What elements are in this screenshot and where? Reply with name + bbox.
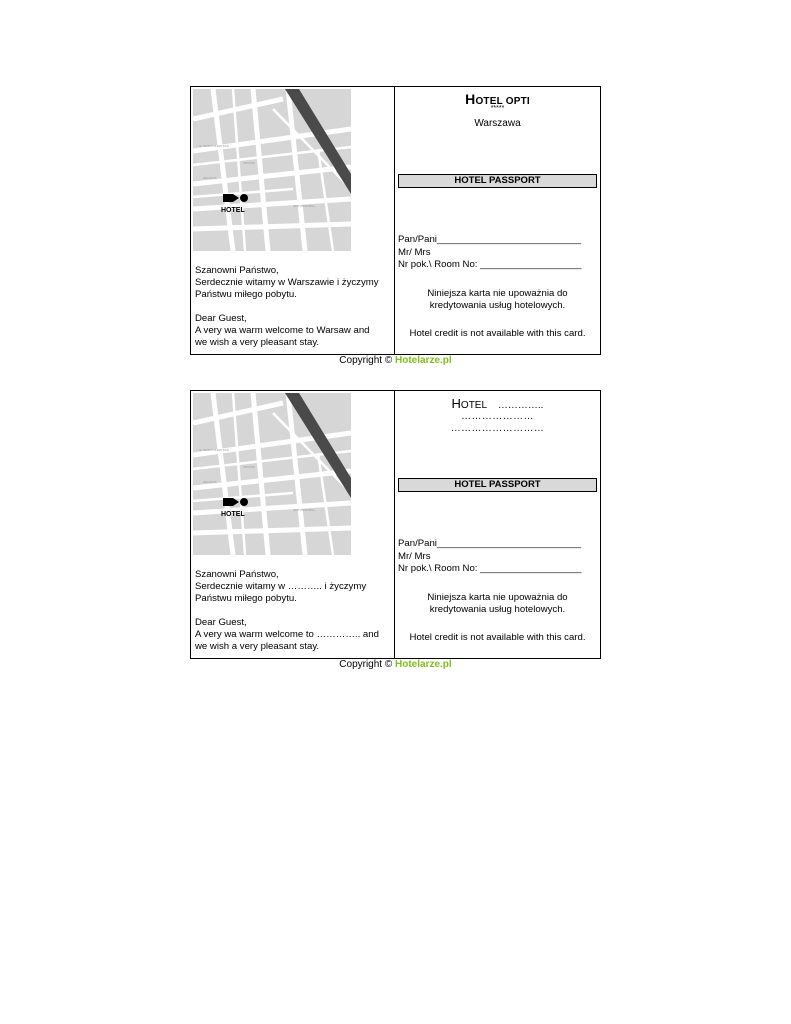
passport-label-bar: HOTEL PASSPORT <box>398 174 597 188</box>
svg-text:HOTEL: HOTEL <box>221 207 245 214</box>
svg-text:PROSTA: PROSTA <box>243 465 256 469</box>
greeting-pl-salutation: Szanowni Państwo, <box>195 265 279 276</box>
room-number-field: Nr pok.\ Room No: ___________________ <box>398 259 582 270</box>
street-map <box>193 89 351 251</box>
svg-text:ul. ŚWIĘTOKRZYSKA: ul. ŚWIĘTOKRZYSKA <box>199 448 229 452</box>
guest-name-field: Pan/Pani___________________________ <box>398 234 581 245</box>
svg-text:HOTEL: HOTEL <box>221 511 245 518</box>
svg-text:GRZYBOWSKA: GRZYBOWSKA <box>293 508 315 512</box>
card-left-panel <box>191 87 395 354</box>
greeting-en-line: A very wa warm welcome to ………….. and <box>195 629 379 640</box>
street-map <box>193 393 351 555</box>
greeting-en-line: we wish a very pleasant stay. <box>195 337 320 348</box>
guest-title-field: Mr/ Mrs <box>398 246 431 258</box>
hotel-placeholder-line: ………………… <box>461 411 534 422</box>
greeting-pl-line: Państwu miłego pobytu. <box>195 593 297 604</box>
hotel-passport-card-2 <box>190 390 601 659</box>
greeting-pl-line: Serdecznie witamy w Warszawie i życzymy <box>195 277 379 288</box>
greeting-en-line: A very wa warm welcome to Warsaw and <box>195 325 370 336</box>
street-map-graphic <box>193 393 351 555</box>
room-number-field: Nr pok.\ Room No: ___________________ <box>398 563 582 574</box>
svg-text:PROSTA: PROSTA <box>243 161 256 165</box>
card-right-panel <box>395 87 600 354</box>
guest-name-field: Pan/Pani___________________________ <box>398 538 581 549</box>
hotel-city: Warszawa <box>474 118 521 129</box>
hotel-stars: ***** <box>490 105 505 112</box>
hotel-name: HOTEL ………….. <box>451 396 544 411</box>
brand-link[interactable]: Hotelarze.pl <box>395 355 452 366</box>
guest-fields <box>398 538 581 576</box>
guest-title-field: Mr/ Mrs <box>398 550 431 562</box>
greeting-en-salutation: Dear Guest, <box>195 313 247 324</box>
hotel-passport-card-1 <box>190 86 601 355</box>
greeting-text <box>195 265 391 349</box>
greeting-pl-line: Państwu miłego pobytu. <box>195 289 297 300</box>
greeting-pl-salutation: Szanowni Państwo, <box>195 569 279 580</box>
card-left-panel <box>191 391 395 658</box>
greeting-en-salutation: Dear Guest, <box>195 617 247 628</box>
credit-note-pl: Niniejsza karta nie upoważnia do kredytowania usług hotelowych. <box>427 288 568 311</box>
guest-fields <box>398 234 581 272</box>
svg-text:ŻELAZNA: ŻELAZNA <box>203 176 217 180</box>
hotel-placeholder-line: ……………………… <box>450 423 545 434</box>
svg-text:ul. ŚWIĘTOKRZYSKA: ul. ŚWIĘTOKRZYSKA <box>199 144 229 148</box>
card-right-panel <box>395 391 600 658</box>
greeting-pl-line: Serdecznie witamy w ……….. i życzymy <box>195 581 367 592</box>
copyright-line: Copyright © Hotelarze.pl <box>339 659 452 670</box>
greeting-en-line: we wish a very pleasant stay. <box>195 641 320 652</box>
copyright-line: Copyright © Hotelarze.pl <box>339 355 452 366</box>
greeting-text <box>195 569 391 653</box>
credit-note-en: Hotel credit is not available with this card. <box>409 632 586 643</box>
svg-text:ŻELAZNA: ŻELAZNA <box>203 480 217 484</box>
brand-link[interactable]: Hotelarze.pl <box>395 659 452 670</box>
svg-text:GRZYBOWSKA: GRZYBOWSKA <box>293 204 315 208</box>
passport-label-bar: HOTEL PASSPORT <box>398 478 597 492</box>
street-map-graphic <box>193 89 351 251</box>
credit-note-en: Hotel credit is not available with this card. <box>409 328 586 339</box>
hotel-name: HOTEL OPTI <box>465 91 530 107</box>
credit-note-pl: Niniejsza karta nie upoważnia do kredytowania usług hotelowych. <box>427 592 568 615</box>
